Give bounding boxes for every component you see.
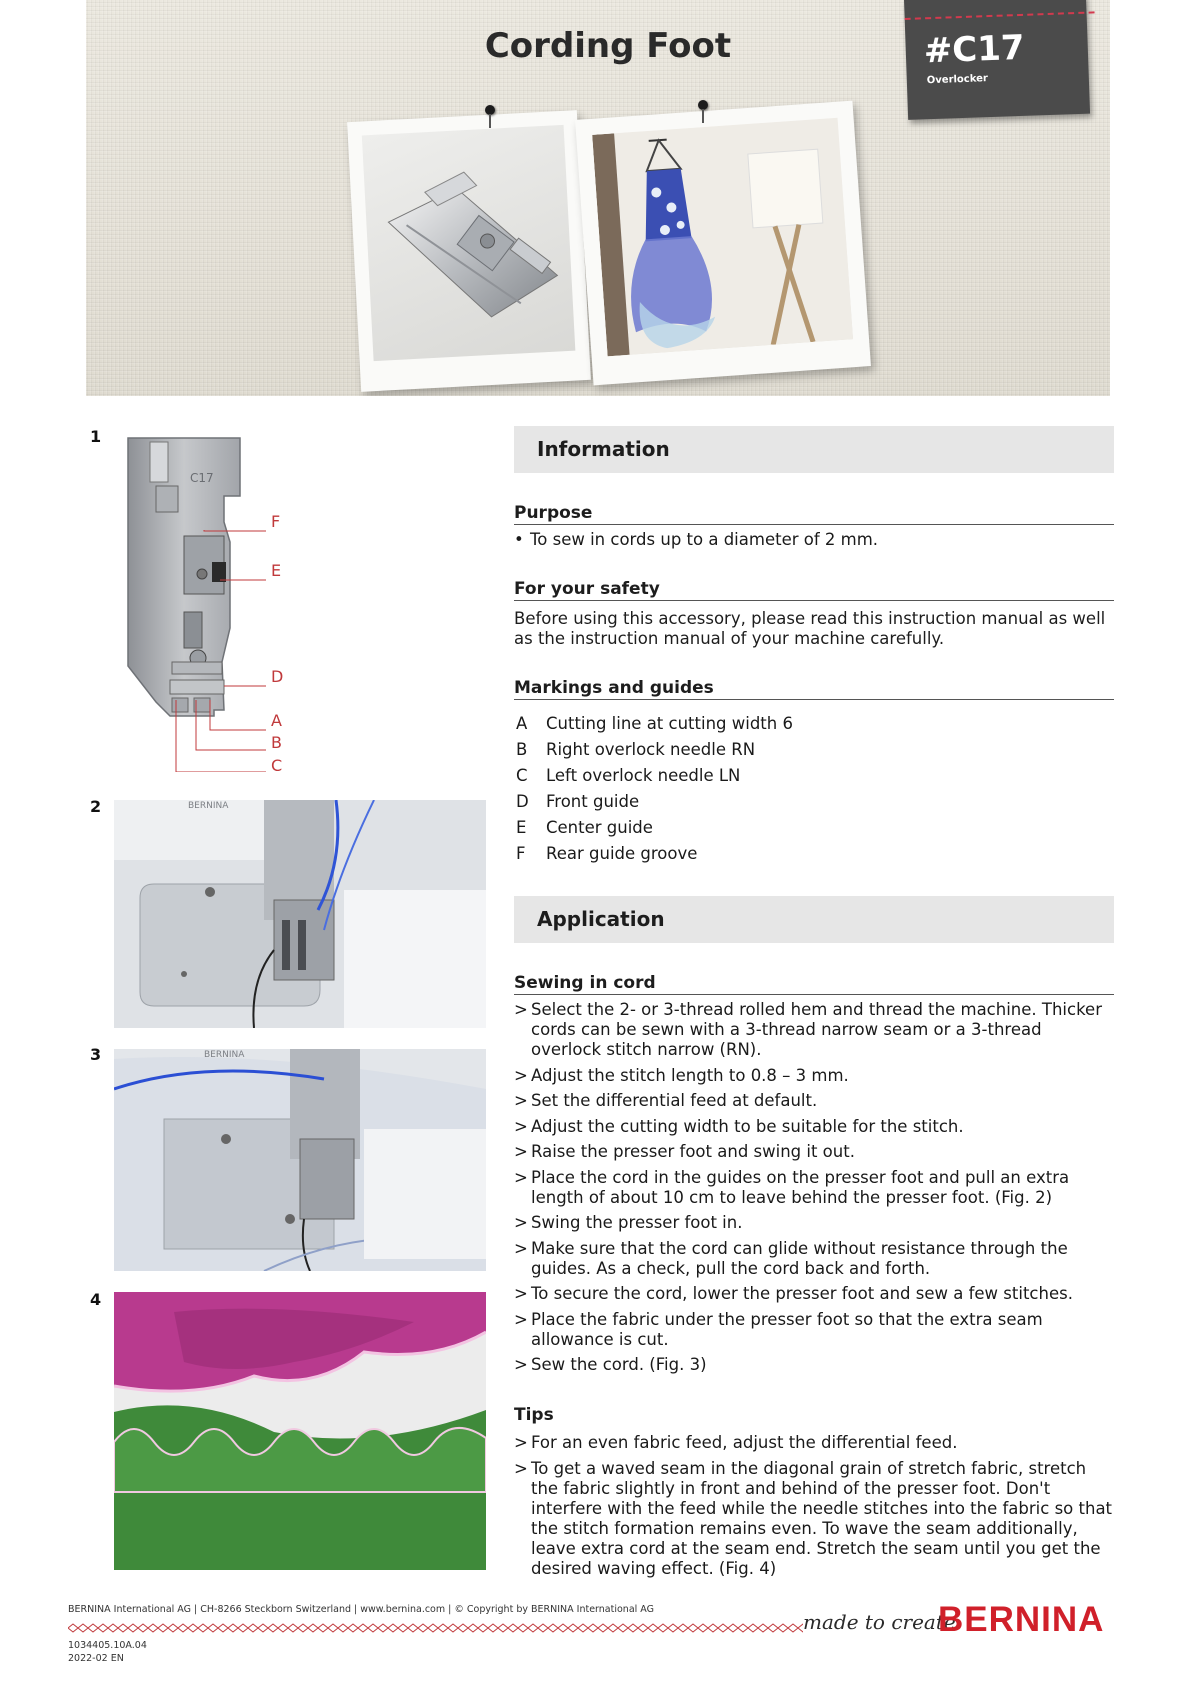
section-header-application: Application (514, 896, 1114, 943)
tag-stitch-line (905, 11, 1095, 20)
tip-item: > For an even fabric feed, adjust the differential feed. (514, 1433, 958, 1452)
hero-banner (86, 0, 1110, 396)
safety-heading: For your safety (514, 579, 1114, 601)
figure-3-machine-illustration (114, 1049, 486, 1271)
product-code-tag (904, 0, 1090, 120)
sewing-step: > Adjust the stitch length to 0.8 – 3 mm. (514, 1065, 849, 1085)
marking-letter-e: E (271, 561, 282, 580)
sewing-step: > Raise the presser foot and swing it out. (514, 1142, 855, 1161)
tips-heading: Tips (514, 1405, 554, 1425)
purpose-text: To sew in cords up to a diameter of 2 mm. (530, 530, 879, 549)
document-number: 1034405.10A.04 (68, 1640, 147, 1651)
figure-number-2: 2 (90, 797, 102, 816)
marking-item-d: D Front guide (516, 792, 640, 811)
tips-list (514, 1433, 1114, 1584)
marking-letter-f: F (271, 512, 281, 531)
markings-heading: Markings and guides (514, 678, 1114, 700)
marking-letter-d: D (271, 667, 284, 686)
machine-brand-label: BERNINA (188, 801, 229, 811)
markings-list (516, 711, 1116, 867)
page-title: Cording Foot (484, 26, 732, 66)
marking-letter-a: A (271, 711, 282, 730)
dress-illustration (592, 118, 853, 357)
sewing-step: > Adjust the cutting width to be suitable for the stitch. (514, 1116, 964, 1136)
figure-4-fabric-illustration (114, 1292, 486, 1570)
presser-foot-image (362, 125, 576, 361)
pin-icon (485, 105, 495, 115)
marking-item-e: E Center guide (516, 818, 653, 837)
sewing-step: > Place the cord in the guides on the presser foot and pull an extra length of about 10 cm to leave behind the presser foot. (Fig. 2) (514, 1167, 1070, 1207)
marking-item-f: F Rear guide groove (516, 844, 698, 863)
sewing-step: > Set the differential feed at default. (514, 1091, 818, 1110)
figure-1-foot-diagram (114, 432, 294, 772)
bullet-icon: • (514, 530, 524, 549)
figure-2-machine-illustration (114, 800, 486, 1028)
footer-stitch-decoration (68, 1622, 803, 1634)
purpose-heading: Purpose (514, 503, 1114, 525)
figure-number-3: 3 (90, 1045, 102, 1064)
sewing-heading: Sewing in cord (514, 973, 1114, 995)
bernina-logo: BERNINA (938, 1600, 1105, 1639)
figure-3-photo (114, 1049, 486, 1271)
sewing-step: > Make sure that the cord can glide without resistance through the guides. As a check, pull the cord back and forth. (514, 1238, 1068, 1278)
presser-foot-illustration (362, 125, 576, 361)
marking-item-c: C Left overlock needle LN (516, 766, 741, 785)
marking-item-b: B Right overlock needle RN (516, 740, 756, 759)
machine-brand-label: BERNINA (204, 1050, 245, 1060)
sewing-step: > Sew the cord. (Fig. 3) (514, 1355, 707, 1374)
sewing-step: > Swing the presser foot in. (514, 1213, 743, 1232)
sewing-step: > Place the fabric under the presser foot so that the extra seam allowance is cut. (514, 1309, 1043, 1349)
foot-engraving-text: C17 (190, 471, 214, 485)
marking-letter-b: B (271, 733, 282, 752)
product-code: #C17 (923, 27, 1026, 72)
footer-slogan: made to create (803, 1610, 956, 1634)
figure-2-photo (114, 800, 486, 1028)
safety-text: Before using this accessory, please read this instruction manual as well as the instruction manual of your machine carefully. (514, 609, 1106, 648)
photo-dress (575, 101, 871, 386)
sewing-steps-list (514, 1000, 1114, 1381)
tip-item: > To get a waved seam in the diagonal grain of stretch fabric, stretch the fabric slightly in front and behind of the presser foot. Don't interfere with the feed while the needle stitches into the fabric so that the stitch formation remains even. To wave the seam additionally, leave extra cord at the seam end. Stretch the seam until you get the desired waving effect. (Fig. 4) (514, 1458, 1113, 1578)
product-category: Overlocker (926, 73, 989, 87)
section-header-information: Information (514, 426, 1114, 473)
dress-image (592, 118, 853, 357)
document-date: 2022-02 EN (68, 1653, 124, 1664)
figure-number-4: 4 (90, 1290, 102, 1309)
purpose-bullet (514, 530, 1114, 550)
sewing-step: > Select the 2- or 3-thread rolled hem and thread the machine. Thicker cords can be sewn with a 3-thread narrow seam or a 3-thread overlock stitch narrow (RN). (514, 1000, 1102, 1059)
figure-4-photo (114, 1292, 486, 1570)
pin-icon (698, 100, 708, 110)
figure-number-1: 1 (90, 427, 102, 446)
marking-item-a: A Cutting line at cutting width 6 (516, 714, 793, 733)
photo-presser-foot (347, 110, 591, 392)
footer-company-info: BERNINA International AG | CH-8266 Steckborn Switzerland | www.bernina.com | © Copyright by BERNINA International AG (68, 1604, 654, 1615)
sewing-step: > To secure the cord, lower the presser foot and sew a few stitches. (514, 1284, 1073, 1303)
marking-letter-c: C (271, 756, 283, 775)
